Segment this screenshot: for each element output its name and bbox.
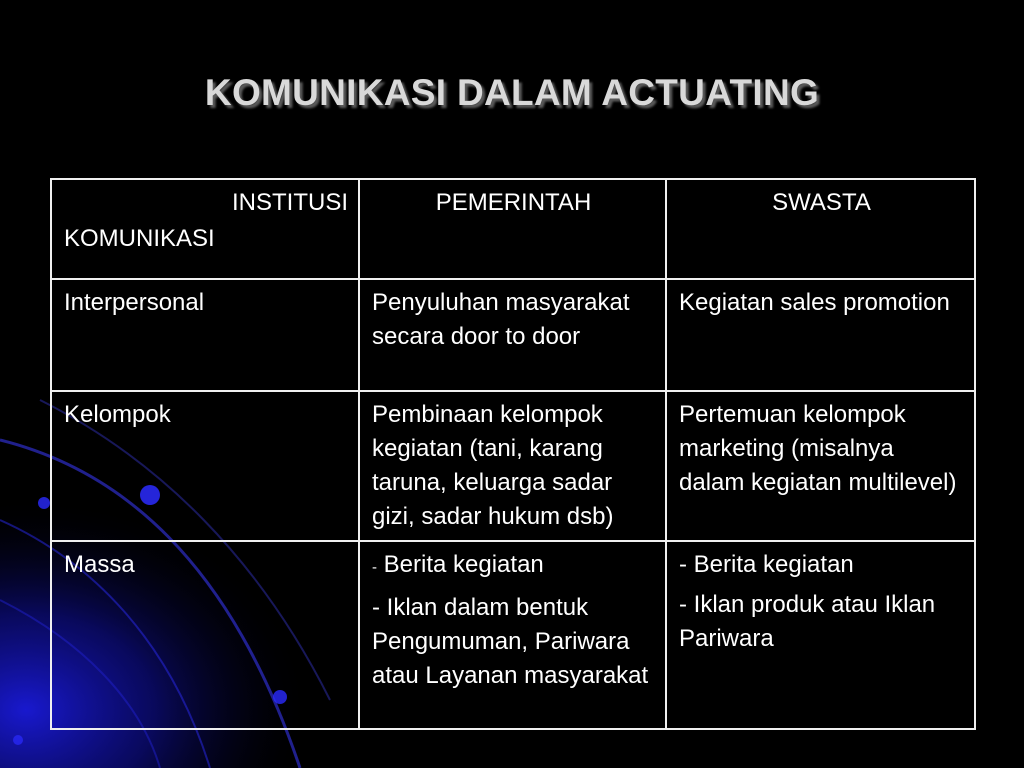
communication-table (50, 178, 976, 730)
cell-pemerintah (359, 541, 666, 729)
cell-swasta (666, 541, 975, 729)
cell-pemerintah (359, 391, 666, 541)
decor-dot (13, 735, 23, 745)
column-header-pemerintah: PEMERINTAH (359, 179, 666, 279)
decor-dot (38, 497, 50, 509)
cell-swasta (666, 391, 975, 541)
cell-text: Penyuluhan masyarakat secara door to door (372, 289, 630, 350)
cell-text-first: Berita kegiatan (377, 551, 544, 578)
table-header-row (51, 179, 975, 279)
table-row (51, 391, 975, 541)
row-label: Interpersonal (51, 279, 359, 391)
cell-text: Pertemuan kelompok marketing (misalnya dalam kegiatan multilevel) (679, 401, 957, 496)
cell-text: Kegiatan sales promotion (679, 289, 950, 316)
corner-header-cell (51, 179, 359, 279)
cell-text: - Iklan dalam bentuk Pengumuman, Pariwara atau Layanan masyarakat (372, 594, 649, 689)
table-row (51, 279, 975, 391)
cell-text: - Berita kegiatan (679, 551, 854, 578)
column-header-swasta: SWASTA (666, 179, 975, 279)
corner-header-line1: INSTITUSI (231, 189, 348, 216)
corner-header-line2: KOMUNIKASI (64, 225, 215, 252)
row-label: Kelompok (51, 391, 359, 541)
slide-title: KOMUNIKASI DALAM ACTUATING (204, 72, 820, 113)
cell-text (372, 548, 655, 585)
cell-swasta (666, 279, 975, 391)
cell-pemerintah (359, 279, 666, 391)
cell-text: - Iklan produk atau Iklan Pariwara (679, 591, 936, 652)
table-row (51, 541, 975, 729)
cell-text: Pembinaan kelompok kegiatan (tani, karang taruna, keluarga sadar gizi, sadar hukum dsb) (372, 401, 614, 530)
row-label: Massa (51, 541, 359, 729)
bullet-dash: - (372, 559, 377, 576)
